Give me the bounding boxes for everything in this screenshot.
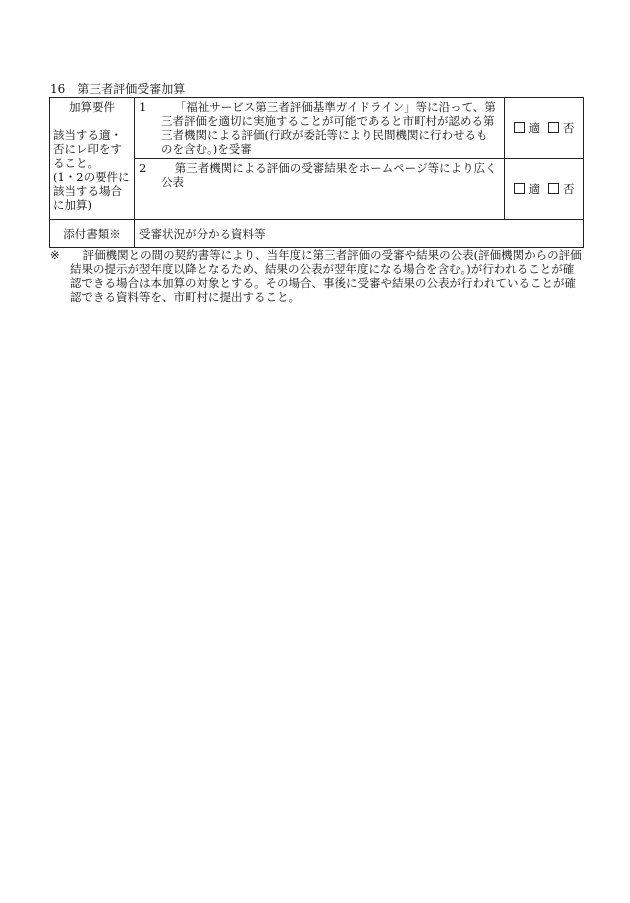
requirement-text: 「福祉サービス第三者評価基準ガイドライン」等に沿って、第三者評価を適切に実施することが可能であると市町村が認める第三者機関による評価(行政が委託等により民間機関に行わせるものを含む。)を受審 bbox=[161, 100, 496, 156]
requirements-table bbox=[49, 97, 584, 248]
check-yes-1[interactable]: 適 bbox=[514, 121, 541, 135]
checkbox-icon bbox=[514, 122, 525, 133]
requirement-text: 第三者機関による評価の受審結果をホームページ等により広く公表 bbox=[161, 161, 497, 189]
check-yes-2[interactable]: 適 bbox=[514, 182, 541, 196]
check-no-1[interactable]: 否 bbox=[548, 121, 575, 135]
footnote bbox=[50, 248, 582, 304]
footnote-text: 評価機関との間の契約書等により、当年度に第三者評価の受審や結果の公表(評価機関からの評価結果の提示が翌年度以降となるため、結果の公表が翌年度になる場合を含む。)が行われることが確認できる場合は本加算の対象とする。その場合、事後に受審や結果の公表が行われていることが確認できる資料等を、市町村に提出すること。 bbox=[70, 248, 582, 304]
check-no-2[interactable]: 否 bbox=[548, 182, 575, 196]
check-cell-2 bbox=[505, 159, 584, 220]
requirement-cell-1 bbox=[135, 98, 505, 159]
requirement-cell-2 bbox=[135, 159, 505, 220]
requirement-number: 2 bbox=[139, 161, 147, 175]
footnote-mark: ※ bbox=[50, 248, 60, 262]
check-cell-1 bbox=[505, 98, 584, 159]
requirement-header-cell bbox=[50, 98, 135, 220]
attachment-value: 受審状況が分かる資料等 bbox=[135, 220, 584, 248]
checkbox-icon bbox=[548, 122, 559, 133]
attachment-row bbox=[50, 220, 584, 248]
requirement-number: 1 bbox=[139, 100, 147, 114]
checkbox-icon bbox=[514, 183, 525, 194]
requirement-header-title: 加算要件 bbox=[69, 100, 115, 114]
attachment-label: 添付書類※ bbox=[50, 220, 135, 248]
checkbox-icon bbox=[548, 183, 559, 194]
requirement-header-instructions: 該当する適・否にレ印をすること。 (1・2の要件に該当する場合に加算) bbox=[53, 128, 130, 212]
section-heading: 16 第三者評価受審加算 bbox=[50, 82, 186, 96]
requirement-row-1 bbox=[50, 98, 584, 159]
